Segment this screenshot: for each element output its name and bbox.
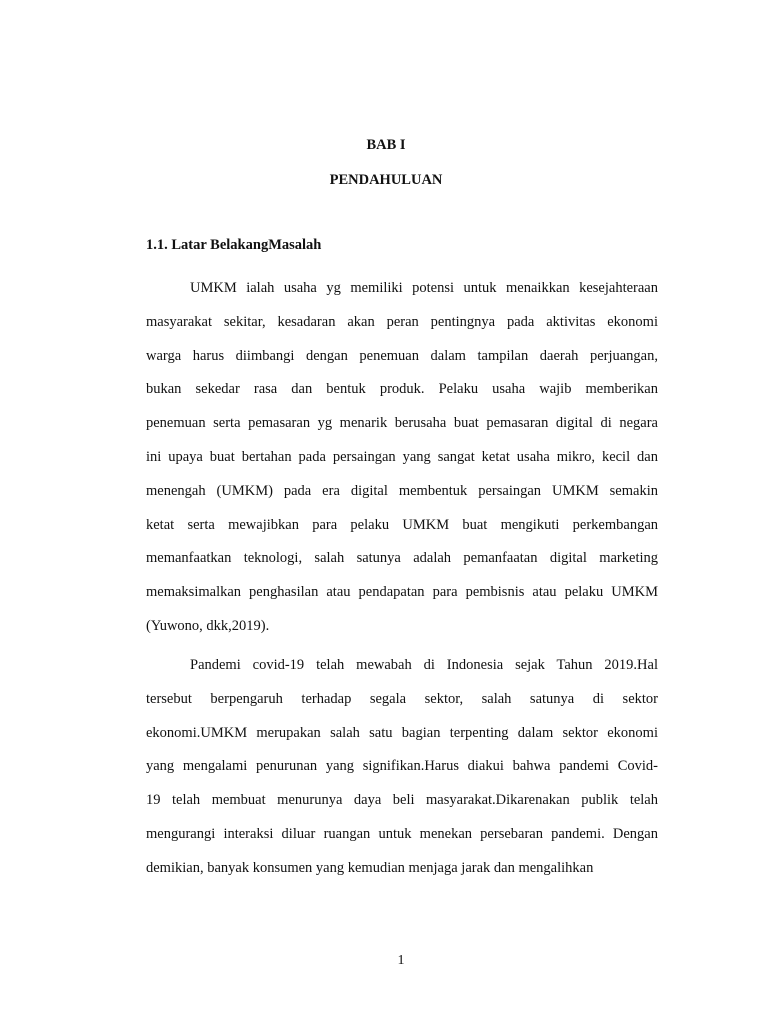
paragraph-line: memanfaatkan teknologi, salah satunya adalah pemanfaatan digital marketing — [146, 550, 658, 567]
paragraph-line: yang mengalami penurunan yang signifikan.Harus diakui bahwa pandemi Covid- — [146, 758, 658, 775]
paragraph-line: masyarakat sekitar, kesadaran akan peran pentingnya pada aktivitas ekonomi — [146, 313, 658, 330]
paragraph-line: menengah (UMKM) pada era digital membentuk persaingan UMKM semakin — [146, 482, 658, 499]
page-number: 1 — [397, 953, 405, 968]
paragraph-line: demikian, banyak konsumen yang kemudian menjaga jarak dan mengalihkan — [146, 859, 594, 876]
section-heading: 1.1. Latar BelakangMasalah — [146, 237, 322, 253]
paragraph-line: Pandemi covid-19 telah mewabah di Indonesia sejak Tahun 2019.Hal — [190, 657, 658, 673]
paragraph-line: mengurangi interaksi diluar ruangan untuk menekan persebaran pandemi. Dengan — [146, 825, 658, 842]
paragraph-line: ketat serta mewajibkan para pelaku UMKM buat mengikuti perkembangan — [146, 516, 658, 533]
paragraph-line: (Yuwono, dkk,2019). — [146, 617, 270, 634]
paragraph-line: ekonomi.UMKM merupakan salah satu bagian terpenting dalam sektor ekonomi — [146, 724, 658, 741]
paragraph-line: warga harus diimbangi dengan penemuan dalam tampilan daerah perjuangan, — [146, 347, 658, 364]
paragraph-line: ini upaya buat bertahan pada persaingan yang sangat ketat usaha mikro, kecil dan — [146, 448, 658, 465]
paragraph-line: UMKM ialah usaha yg memiliki potensi untuk menaikkan kesejahteraan — [190, 280, 658, 296]
paragraph-line: bukan sekedar rasa dan bentuk produk. Pelaku usaha wajib memberikan — [146, 381, 658, 398]
chapter-heading: BAB I — [366, 137, 406, 153]
chapter-title: PENDAHULUAN — [329, 172, 443, 188]
paragraph-line: tersebut berpengaruh terhadap segala sektor, salah satunya di sektor — [146, 690, 658, 707]
paragraph — [146, 649, 658, 886]
paragraph-line: 19 telah membuat menurunya daya beli masyarakat.Dikarenakan publik telah — [146, 792, 658, 809]
paragraph-line: memaksimalkan penghasilan atau pendapatan para pembisnis atau pelaku UMKM — [146, 584, 658, 601]
paragraph-line: penemuan serta pemasaran yg menarik berusaha buat pemasaran digital di negara — [146, 415, 658, 432]
paragraph — [146, 272, 658, 644]
